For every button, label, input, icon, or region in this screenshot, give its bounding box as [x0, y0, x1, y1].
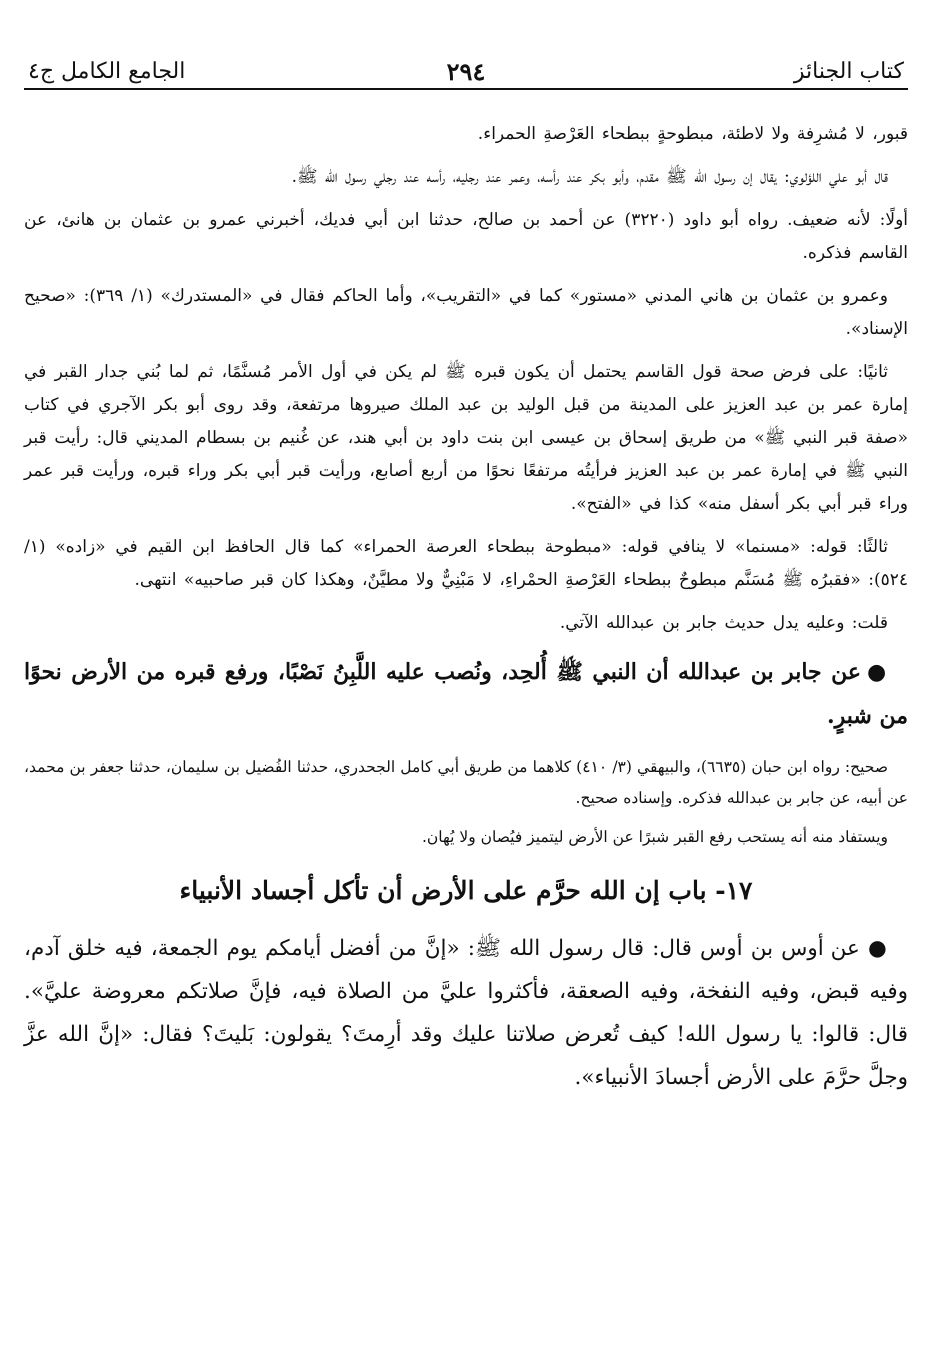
- bullet-icon: ●: [866, 659, 888, 685]
- hadith-jabir-text: عن جابر بن عبدالله أن النبي ﷺ أُلحِد، ونُصب عليه اللَّبِنُ نَصْبًا، ورفع قبره من الأرض نحوًا من شبرٍ.: [24, 659, 908, 729]
- page-header: [24, 44, 908, 90]
- hadith-aws: [24, 927, 908, 1099]
- book-section-title: كتاب الجنائز: [793, 59, 904, 84]
- page-body: [24, 118, 908, 1099]
- paragraph-5: ثانيًا: على فرض صحة قول القاسم يحتمل أن يكون قبره ﷺ لم يكن في أول الأمر مُسنَّمًا، ثم لما بُني جدار القبر في إمارة عمر بن عبد العزيز على المدينة من قبل الوليد بن عبد الملك صيروها مرتفعة، وقد روى أبو بكر الآجري في كتاب «صفة قبر النبي ﷺ» من طريق إسحاق بن عيسى ابن بنت داود بن أبي هند، عن غُنيم بن بسطام المديني قال: رأيت قبر النبي ﷺ في إمارة عمر بن عبد العزيز فرأيتُه مرتفعًا نحوًا من أربع أصابع، ورأيت قبر أبي بكر وراء قبره، ورأيت قبر عمر وراء قبر أبي بكر أسفل منه» كذا في «الفتح».: [24, 362, 908, 514]
- paragraph-2: قال أبو علي اللؤلوي: يقال إن رسول الله ﷺ مقدم، وأبو بكر عند رأسه، وعمر عند رجليه، رأسه عند رجلي رسول الله ﷺ.: [291, 167, 888, 187]
- bullet-icon: ●: [867, 936, 888, 961]
- book-volume-title: الجامع الكامل ج٤: [28, 59, 186, 84]
- paragraph-1: قبور، لا مُشرِفة ولا لاطئة، مبطوحةٍ ببطحاء العَرْصةِ الحمراء.: [477, 124, 908, 144]
- takhrij-text: صحيح: رواه ابن حبان (٦٦٣٥)، والبيهقي (٣/ ٤١٠) كلاهما من طريق أبي كامل الجحدري، حدثنا الفُضيل بن سليمان، حدثنا جعفر بن محمد، عن أبيه، عن جابر بن عبدالله فذكره. وإسناده صحيح.: [24, 758, 908, 807]
- paragraph-7: قلت: وعليه يدل حديث جابر بن عبدالله الآتي.: [559, 613, 888, 633]
- paragraph-6: ثالثًا: قوله: «مسنما» لا ينافي قوله: «مبطوحة ببطحاء العرصة الحمراء» كما قال الحافظ ابن القيم في «زاده» (١/ ٥٢٤): «فقبرُه ﷺ مُسَنَّم مبطوحٌ ببطحاء العَرْصةِ الحمْراءِ، لا مَبْنِيٌّ ولا مطيَّنٌ، وهكذا كان قبر صاحبيه» انتهى.: [24, 537, 908, 590]
- hadith-aws-text: عن أوس بن أوس قال: قال رسول الله ﷺ: «إنَّ من أفضل أيامكم يوم الجمعة، فيه خلق آدم، وفيه قبض، وفيه النفخة، وفيه الصعقة، فأكثروا عليَّ من الصلاة فيه، فإنَّ صلاتكم معروضة عليَّ». قال: قالوا: يا رسول الله! كيف تُعرض صلاتنا عليك وقد أرِمتَ؟ يقولون: بَليتَ؟ فقال: «إنَّ الله عزَّ وجلَّ حرَّمَ على الأرض أجسادَ الأنبياء».: [24, 936, 908, 1090]
- chapter-heading: ١٧- باب إن الله حرَّم على الأرض أن تأكل أجساد الأنبياء: [179, 876, 753, 905]
- benefit-note: ويستفاد منه أنه يستحب رفع القبر شبرًا عن الأرض ليتميز فيُصان ولا يُهان.: [421, 828, 888, 846]
- paragraph-3: أولًا: لأنه ضعيف. رواه أبو داود (٣٢٢٠) عن أحمد بن صالح، حدثنا ابن أبي فديك، أخبرني عمرو بن عثمان بن هانئ، عن القاسم فذكره.: [24, 210, 909, 263]
- paragraph-4: وعمرو بن عثمان بن هاني المدني «مستور» كما في «التقريب»، وأما الحاكم فقال في «المستدرك» (١/ ٣٦٩): «صحيح الإسناد».: [24, 286, 908, 339]
- hadith-jabir: [24, 650, 908, 738]
- page-number: ٢٩٤: [446, 57, 486, 86]
